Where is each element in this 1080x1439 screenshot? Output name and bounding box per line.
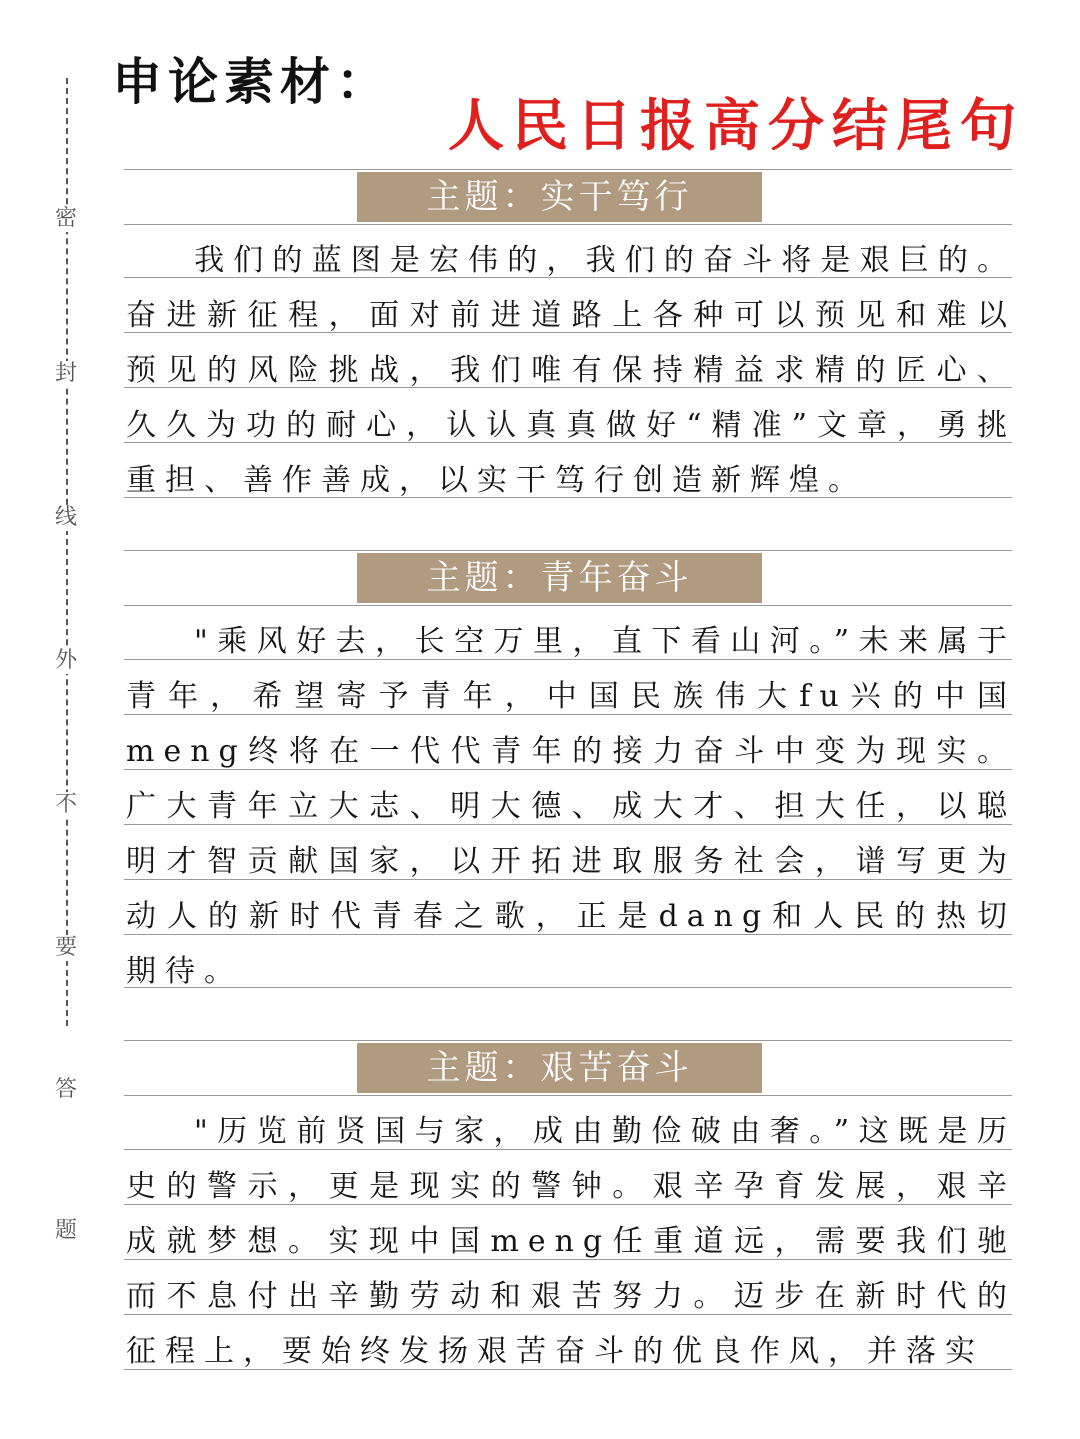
seal-char-4: 外	[50, 648, 82, 674]
section-3-text: "历览前贤国与家，成由勤俭破由奢。”这既是历史的警示，更是现实的警钟。艰辛孕育发展，艰辛成就梦想。实现中国meng任重道远，需要我们驰而不息付出辛勤劳动和艰苦努力。迈步在新时代的征程上，要始终发扬艰苦奋斗的优良作风，并落实	[126, 1114, 1016, 1369]
divider-rule	[124, 169, 1012, 170]
divider-rule	[124, 1040, 1012, 1041]
section-2-paragraph	[126, 614, 1016, 999]
divider-rule	[124, 1095, 1012, 1096]
page-title-red: 人民日报高分结尾句	[448, 93, 1024, 159]
section-1-text: 我们的蓝图是宏伟的，我们的奋斗将是艰巨的。奋进新征程，面对前进道路上各种可以预见和难以预见的风险挑战，我们唯有保持精益求精的匠心、久久为功的耐心，认认真真做好“精准”文章，勇挑重担、善作善成，以实干笃行创造新辉煌。	[126, 243, 1016, 498]
theme-banner-2: 主题：青年奋斗	[357, 553, 762, 603]
divider-rule	[124, 550, 1012, 551]
seal-char-5: 不	[50, 792, 82, 818]
section-2-text: "乘风好去，长空万里，直下看山河。”未来属于青年，希望寄予青年，中国民族伟大fu兴的中国meng终将在一代代青年的接力奋斗中变为现实。广大青年立大志、明大德、成大才、担大任，以聪明才智贡献国家，以开拓进取服务社会，谱写更为动人的新时代青春之歌，正是dang和人民的热切期待。	[126, 624, 1016, 989]
divider-rule	[124, 224, 1012, 225]
seal-char-6: 要	[50, 935, 82, 961]
theme-banner-1: 主题：实干笃行	[357, 172, 762, 222]
section-3-paragraph	[126, 1104, 1016, 1379]
seal-char-3: 线	[50, 505, 82, 531]
seal-char-8: 题	[50, 1218, 82, 1244]
section-1-paragraph	[126, 233, 1016, 508]
divider-rule	[124, 605, 1012, 606]
theme-banner-3: 主题：艰苦奋斗	[357, 1043, 762, 1093]
seal-char-2: 封	[50, 361, 82, 387]
seal-char-1: 密	[50, 206, 82, 232]
seal-char-7: 答	[50, 1077, 82, 1103]
page-title-black: 申论素材：	[112, 52, 392, 111]
